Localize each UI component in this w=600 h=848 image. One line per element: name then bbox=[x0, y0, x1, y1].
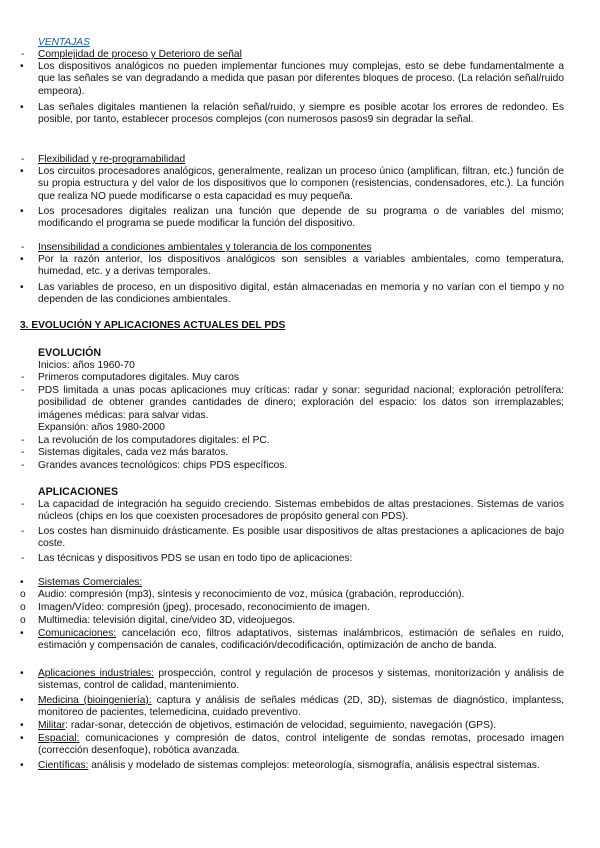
bullet-dot: • bbox=[20, 61, 24, 72]
evolucion-item-2: PDS limitada a unas pocas aplicaciones muy críticas: radar y sonar: seguridad nacional; exploración petrolífera: posibilidad de obtener grandes cantidades de dinero; exploración del espacio: los datos son irremplazables; imágenes médicas: para salvar vidas. bbox=[38, 385, 564, 421]
evolucion-item-5: Grandes avances tecnológicos: chips PDS específicos. bbox=[38, 460, 288, 471]
circle-bullet: o bbox=[20, 615, 26, 626]
sec3-bullet-2: Las variables de proceso, en un dispositivo digital, están almacenadas en memoria y no varían con el tiempo y no dependen de las condiciones ambientales. bbox=[38, 282, 564, 306]
medicina-text: captura y análisis de señales médicas (2D, 3D), sistemas de diagnóstico, implantess, monitoreo de pacientes, telemedicina, cuidado preventivo. bbox=[38, 695, 564, 719]
bullet-dot: • bbox=[20, 668, 24, 679]
militar-item bbox=[38, 720, 564, 732]
evolucion-item-4: Sistemas digitales, cada vez más baratos. bbox=[38, 447, 229, 458]
dash-bullet: - bbox=[21, 242, 25, 253]
industriales-label: Aplicaciones industriales: bbox=[38, 668, 154, 679]
dash-bullet: - bbox=[21, 435, 25, 446]
bullet-dot: • bbox=[20, 282, 24, 293]
comunicaciones-text: cancelación eco, filtros adaptativos, sistemas inalámbricos, estimación de señales en ruido, estimación y compensación de canales, codificación/decodificación, optimización de ancho de banda. bbox=[38, 628, 564, 652]
bullet-dot: • bbox=[20, 628, 24, 639]
dash-bullet: - bbox=[21, 499, 25, 510]
sec1-title: Complejidad de proceso y Deterioro de señal bbox=[38, 49, 242, 60]
cientificas-label: Científicas: bbox=[38, 760, 89, 771]
industriales-item bbox=[38, 668, 564, 693]
comerciales-imagen: Imagen/Vídeo: compresión (jpeg), procesado, reconocimiento de imagen. bbox=[38, 602, 370, 613]
circle-bullet: o bbox=[20, 589, 26, 600]
cientificas-text: análisis y modelado de sistemas complejos: meteorología, sismografía, análisis espectral sistemas. bbox=[88, 760, 540, 771]
sec2-title: Flexibilidad y re-programabilidad bbox=[38, 154, 186, 165]
sec3-title: Insensibilidad a condiciones ambientales y tolerancia de los componentes bbox=[38, 242, 372, 253]
cientificas-item bbox=[38, 760, 564, 772]
aplicaciones-item-3: Las técnicas y dispositivos PDS se usan en todo tipo de aplicaciones: bbox=[38, 553, 353, 564]
dash-bullet: - bbox=[21, 460, 25, 471]
medicina-label: Medicina (bioingeniería): bbox=[38, 695, 152, 706]
espacial-item bbox=[38, 733, 564, 758]
medicina-item bbox=[38, 695, 564, 720]
evolucion-item-1: Primeros computadores digitales. Muy caros bbox=[38, 372, 239, 383]
evolucion-expansion: Expansión: años 1980-2000 bbox=[38, 422, 165, 433]
militar-text: : radar-sonar, detección de objetivos, estimación de velocidad, seguimiento, navegación (GPS). bbox=[65, 720, 497, 731]
comerciales-label: Sistemas Comerciales: bbox=[38, 577, 143, 588]
dash-bullet: - bbox=[21, 372, 25, 383]
section-3-heading: 3. EVOLUCIÓN Y APLICACIONES ACTUALES DEL PDS bbox=[20, 320, 286, 331]
bullet-dot: • bbox=[20, 577, 24, 588]
bullet-dot: • bbox=[20, 720, 24, 731]
evolucion-item-3: La revolución de los computadores digitales: el PC. bbox=[38, 435, 270, 446]
comunicaciones-label: Comunicaciones: bbox=[38, 628, 117, 639]
evolucion-title: EVOLUCIÓN bbox=[38, 347, 101, 359]
dash-bullet: - bbox=[21, 553, 25, 564]
bullet-dot: • bbox=[20, 102, 24, 113]
aplicaciones-item-1: La capacidad de integración ha seguido creciendo. Sistemas embebidos de altas prestaciones. Sistemas de varios núcleos (chips en los que coexisten procesadores de propósito general con PDS). bbox=[38, 499, 564, 523]
ventajas-heading: VENTAJAS bbox=[38, 37, 90, 48]
evolucion-inicios: Inicios: años 1960-70 bbox=[38, 360, 135, 371]
aplicaciones-title: APLICACIONES bbox=[38, 486, 119, 498]
industriales-text: prospección, control y regulación de procesos y sistemas, monitorización y análisis de sistemas, control de calidad, mantenimiento. bbox=[38, 668, 564, 692]
dash-bullet: - bbox=[21, 49, 25, 60]
bullet-dot: • bbox=[20, 206, 24, 217]
dash-bullet: - bbox=[21, 526, 25, 537]
comerciales-multimedia: Multimedia: televisión digital, cine/video 3D, videojuegos. bbox=[38, 615, 296, 626]
bullet-dot: • bbox=[20, 760, 24, 771]
comunicaciones-item bbox=[38, 628, 564, 653]
comerciales-audio: Audio: compresión (mp3), síntesis y reconocimiento de voz, música (grabación, reproducción). bbox=[38, 589, 465, 600]
aplicaciones-item-2: Los costes han disminuido drásticamente. Es posible usar dispositivos de altas prestaciones a aplicaciones de bajo coste. bbox=[38, 526, 564, 550]
bullet-dot: • bbox=[20, 166, 24, 177]
bullet-dot: • bbox=[20, 733, 24, 744]
sec3-bullet-1: Por la razón anterior, los dispositivos analógicos son sensibles a variables ambientales, como temperatura, humedad, etc. y a derivas temporales. bbox=[38, 254, 564, 278]
bullet-dot: • bbox=[20, 695, 24, 706]
sec2-bullet-2: Los procesadores digitales realizan una función que depende de su programa o de variables del mismo; modificando el programa se puede modificar la función del dispositivo. bbox=[38, 206, 564, 230]
dash-bullet: - bbox=[21, 385, 25, 396]
bullet-dot: • bbox=[20, 254, 24, 265]
dash-bullet: - bbox=[21, 154, 25, 165]
espacial-text: comunicaciones y compresión de datos, control inteligente de sondas remotas, procesado imagen (corrección desenfoque), robótica avanzada. bbox=[38, 733, 564, 757]
militar-label: Militar bbox=[38, 720, 66, 731]
circle-bullet: o bbox=[20, 602, 26, 613]
dash-bullet: - bbox=[21, 447, 25, 458]
sec2-bullet-1: Los circuitos procesadores analógicos, generalmente, realizan un proceso único (amplifican, filtran, etc.) función de su propia estructura y del valor de los dispositivos que lo componen (resistencias, condensadores, etc.). La función que realiza NO puede modificarse o esta capacidad es muy pequeña. bbox=[38, 166, 564, 202]
sec1-bullet-1: Los dispositivos analógicos no pueden implementar funciones muy complejas, esto se debe fundamentalmente a que las señales se van degradando a medida que pasan por diferentes bloques de proceso. (La relación señal/ruido empeora). bbox=[38, 61, 564, 97]
espacial-label: Espacial: bbox=[38, 733, 80, 744]
sec1-bullet-2: Las señales digitales mantienen la relación señal/ruido, y siempre es posible acotar los errores de redondeo. Es posible, por tanto, establecer procesos complejos (con numerosos pasos9 sin degradar la señal. bbox=[38, 102, 564, 126]
